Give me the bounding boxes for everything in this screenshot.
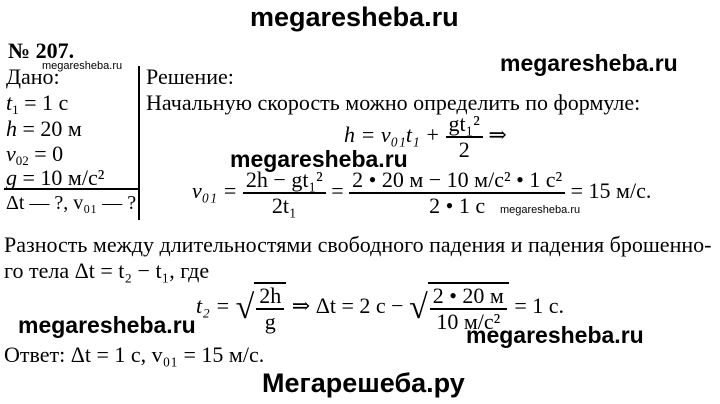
formula-2: v₀₁ = $\frac{\text{2h − gt₁²}}{\text{2t₁}}$ = $\frac{\text{2 • 20 м − 10 м/с² • 1 с²}}{2 • 1 с}$ = 15 м/с. xyxy=(192,167,652,218)
given-divider-vertical xyxy=(138,66,140,220)
watermark-footer: Мегарешеба.ру xyxy=(262,368,465,398)
watermark-top: megaresheba.ru xyxy=(250,2,459,32)
watermark-middle: megaresheba.ru xyxy=(230,146,408,172)
watermark-small-formula: megaresheba.ru xyxy=(500,204,581,216)
given-item-t1: $t_1 = 1$ с xyxy=(6,90,69,117)
watermark-bottom-right: megaresheba.ru xyxy=(466,322,644,348)
solution-intro: Начальную скорость можно определить по формуле: xyxy=(146,90,641,115)
watermark-bottom-left: megaresheba.ru xyxy=(18,312,196,338)
solution-heading: Решение: xyxy=(146,64,234,89)
problem-number: № 207. xyxy=(8,38,75,63)
given-item-g: g = 10 м/с² xyxy=(6,165,105,190)
watermark-small-given: megaresheba.ru xyxy=(42,60,123,72)
formula-1-fraction: $\frac{\text{gt₁²}}{2}$ xyxy=(446,112,483,162)
formula-2-fraction-2: $\frac{\text{2 • 20 м − 10 м/с² • 1 с²}}{2 • 1 с}$ xyxy=(349,168,565,218)
answer: Ответ: Δt = 1 с, v₀₁ = 15 м/с. xyxy=(4,342,265,367)
given-heading: Дано: xyxy=(6,64,60,89)
paragraph-2-line-2: го тела Δt = t₂ − t₁, где xyxy=(4,258,210,283)
paragraph-2-line-1: Разность между длительностями свободного падения и падения брошенно- xyxy=(4,232,712,257)
sqrt-2: √ $\frac{2 • 20 м}{\text{10 м/с²}}$ xyxy=(409,282,509,334)
given-item-v02: $v_{02} = 0$ xyxy=(6,141,64,168)
given-item-h: h = 20 м xyxy=(6,116,82,141)
formula-3: t₂ = √ $\frac{2h}{g}$ ⇒ Δt = 2 с − √ $\frac{2 • 20 м}{\text{10 м/с²}}$ = 1 с. xyxy=(196,283,565,334)
given-find: Δt — ?, v₀₁ — ? xyxy=(6,192,137,214)
formula-2-fraction-1: $\frac{\text{2h − gt₁²}}{\text{2t₁}}$ xyxy=(243,168,326,218)
sqrt-1: √ $\frac{2h}{g}$ xyxy=(236,282,287,334)
formula-1: h = v₀₁t₁ + $\frac{\text{gt₁²}}{2}$ ⇒ xyxy=(344,111,507,162)
watermark-right-top: megaresheba.ru xyxy=(500,50,678,76)
